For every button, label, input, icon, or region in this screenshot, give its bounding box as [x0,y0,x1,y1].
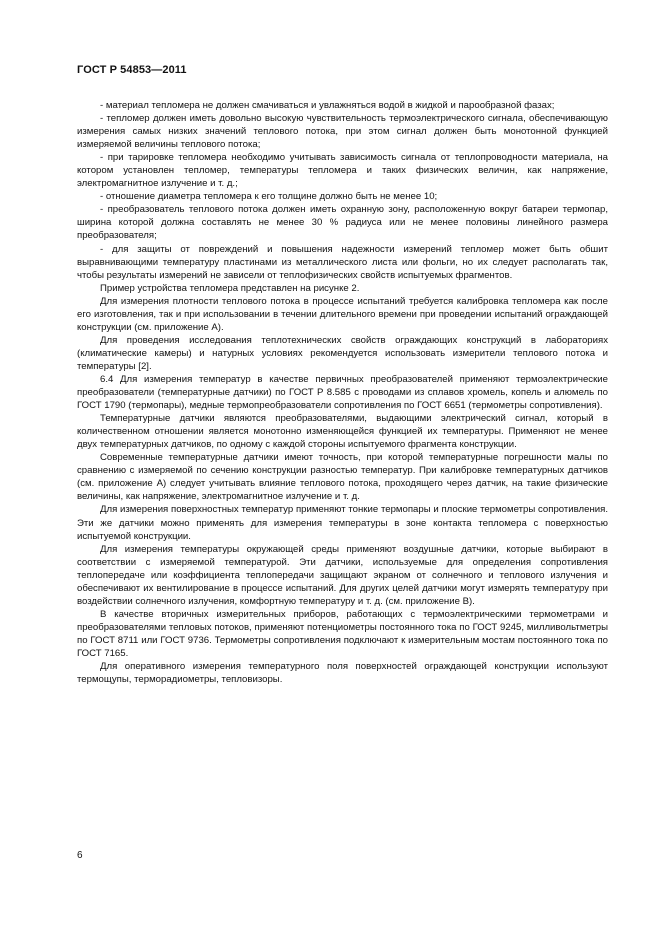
page-number: 6 [77,850,83,861]
paragraph: - тепломер должен иметь довольно высокую чувствительность термоэлектрического сигнала, обеспечивающую измерения самых низких значений теплового потока, при этом сигнал должен быть монотонной функцией измеряемой величины теплового потока; [77,113,608,151]
paragraph: - отношение диаметра тепломера к его толщине должно быть не менее 10; [100,191,438,203]
paragraph: Для измерения поверхностных температур применяют тонкие термопары и плоские термометры сопротивления. Эти же датчики можно применять для измерения температуры в зоне контакта тепломера с поверхностью испытуемой конструкции. [77,504,608,542]
paragraph: - при тарировке тепломера необходимо учитывать зависимость сигнала от теплопроводности материала, на котором установлен тепломер, температуры тепломера и таких физических величин, как напряжение, электромагнитное излучение и т. д.; [77,152,608,190]
paragraph: Для проведения исследования теплотехнических свойств ограждающих конструкций в лабораториях (климатические камеры) и натурных условиях рекомендуется использовать измерители теплового потока и температуры [2]. [77,334,608,372]
paragraph: - для защиты от повреждений и повышения надежности измерений тепломер может быть обшит выравнивающими температуру пластинами из металлического листа или фольги, но их следует располагать так, чтобы результаты измерений не зависели от теплофизических свойств испытуемых фрагментов. [77,243,608,281]
paragraph: Температурные датчики являются преобразователями, выдающими электрический сигнал, который в количественном отношении является монотонно изменяющейся функцией их температуры. Применяют не менее двух температурных датчиков, по одному с каждой стороны испытуемого фрагмента конструкции. [77,413,608,451]
paragraph: - материал тепломера не должен смачиваться и увлажняться водой в жидкой и парообразной фазах; [100,100,555,111]
paragraph: Для оперативного измерения температурного поля поверхностей ограждающей конструкции используют термощупы, терморадиометры, тепловизоры. [77,661,608,686]
document-body [77,99,608,686]
paragraph: Пример устройства тепломера представлен на рисунке 2. [100,282,360,294]
document-header: ГОСТ Р 54853—2011 [77,64,187,76]
paragraph: Современные температурные датчики имеют точность, при которой температурные погрешности малы по сравнению с измеряемой по сечению конструкции разностью температур. При калибровке температурных датчиков (см. приложение А) следует учитывать влияние теплового потока, проходящего через датчик, на такие физические величины, как напряжение, электромагнитное излучение и т. д. [77,452,608,503]
paragraph: Для измерения температуры окружающей среды применяют воздушные датчики, которые выбирают в соответствии с измеряемой температурой. Эти датчики, используемые для определения сопротивления теплопередаче или коэффициента теплопередачи защищают экраном от солнечного и теплового излучения и обеспечивают их вентилирование в процессе испытаний. Для других целей датчики могут измерять температуру при воздействии солнечного излучения, комфортную температуру и т. д. (см. приложение В). [77,543,608,607]
paragraph: Для измерения плотности теплового потока в процессе испытаний требуется калибровка тепломера как после его изготовления, так и при использовании в течении длительного времени при проведении испытаний ограждающей конструкции (см. приложение А). [77,295,608,333]
paragraph: - преобразователь теплового потока должен иметь охранную зону, расположенную вокруг батареи термопар, ширина которой должна составлять не менее 30 % радиуса или не менее половины линейного размера преобразователя; [77,204,608,242]
paragraph: В качестве вторичных измерительных приборов, работающих с термоэлектрическими термометрами и преобразователями тепловых потоков, применяют потенциометры постоянного тока по ГОСТ 9245, милливольтметры по ГОСТ 8711 или ГОСТ 9736. Термометры сопротивления подключают к измерительным мостам постоянного тока по ГОСТ 7165. [77,608,608,659]
paragraph: 6.4 Для измерения температур в качестве первичных преобразователей применяют термоэлектрические преобразователи (температурные датчики) по ГОСТ Р 8.585 с проводами из сплавов хромель, копель и алюмель по ГОСТ 1790 (термопары), медные термопреобразователи сопротивления по ГОСТ 6651 (термометры сопротивления). [77,373,608,412]
